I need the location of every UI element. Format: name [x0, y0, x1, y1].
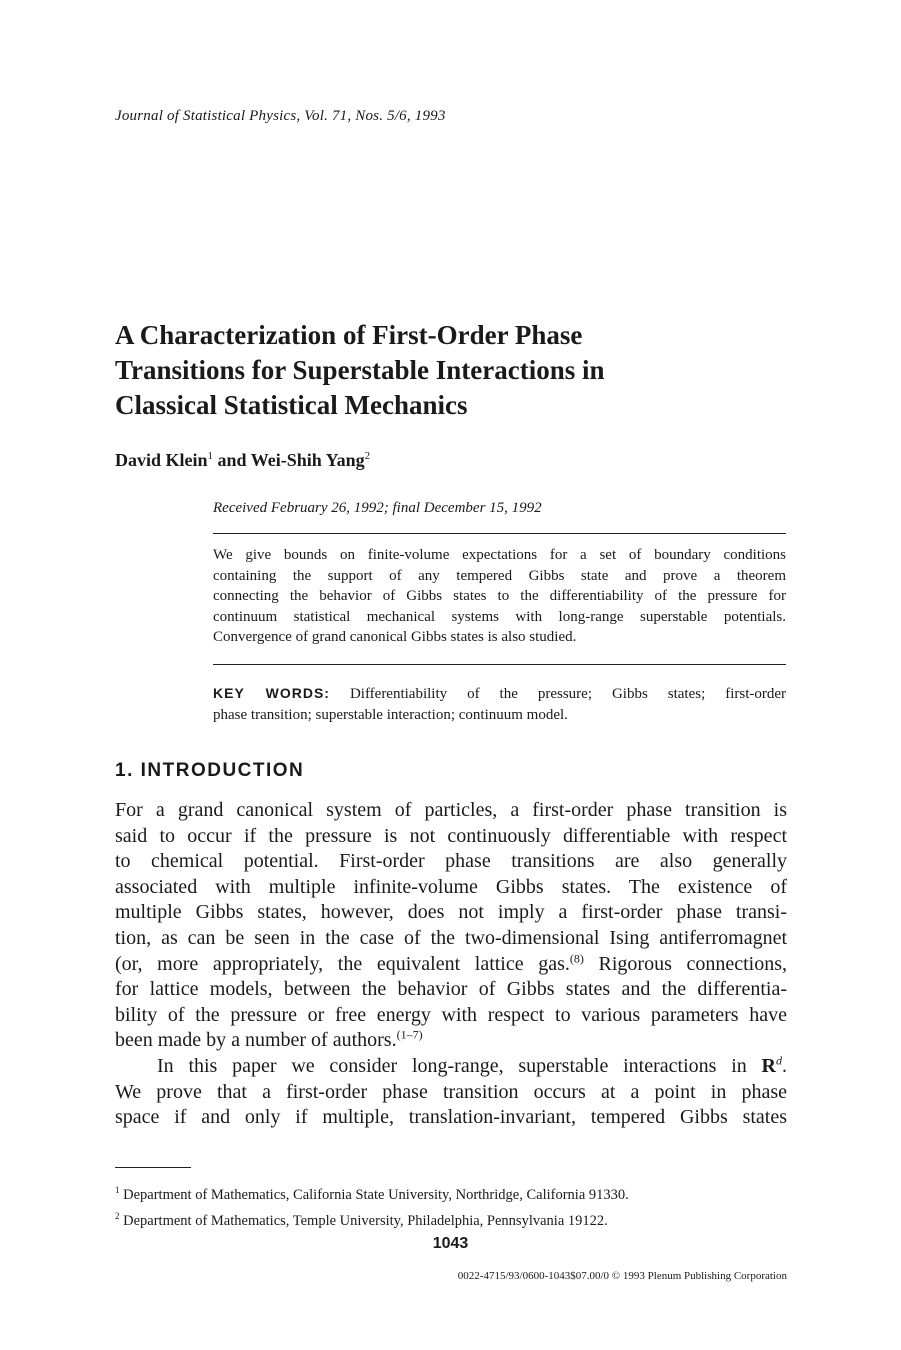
title-line: Classical Statistical Mechanics: [115, 390, 468, 420]
journal-citation: Journal of Statistical Physics, Vol. 71, Nos. 5/6, 1993: [115, 108, 446, 124]
abstract: [213, 545, 786, 648]
received-dates: Received February 26, 1992; final December 15, 1992: [213, 500, 542, 516]
body-text-span: been made by a number of authors.: [115, 1029, 397, 1052]
body-line: to chemical potential. First-order phase transitions are also generally: [115, 850, 787, 873]
body-text-span: Rigorous connections,: [583, 952, 787, 975]
math-symbol: R: [761, 1054, 776, 1077]
abstract-top-rule: [213, 533, 786, 534]
footnote-rule: [115, 1167, 191, 1168]
body-text-span: .: [782, 1054, 787, 1077]
body-line: We prove that a first-order phase transition occurs at a point in phase: [115, 1080, 787, 1103]
body-text: [115, 798, 787, 1131]
body-line: tion, as can be seen in the case of the two-dimensional Ising antiferromagnet: [115, 926, 787, 949]
body-line: for lattice models, between the behavior of Gibbs states and the differentia-: [115, 978, 787, 1001]
paper-title: [115, 318, 715, 423]
body-text-span: In this paper we consider long-range, superstable interactions in: [157, 1054, 762, 1077]
page-number: 1043: [432, 1235, 469, 1252]
body-line: said to occur if the pressure is not continuously differentiable with respect: [115, 824, 787, 847]
footnote: [115, 1180, 629, 1206]
footnote-text: Department of Mathematics, Temple University, Philadelphia, Pennsylvania 19122.: [123, 1212, 608, 1229]
footnote-mark: 1: [115, 1185, 120, 1195]
keywords-line: phase transition; superstable interaction; continuum model.: [213, 707, 568, 723]
footnote-mark: 2: [115, 1210, 120, 1221]
author-name: Wei-Shih Yang: [250, 450, 365, 470]
body-line: [115, 1054, 787, 1080]
affiliation-mark: 1: [207, 450, 214, 462]
author-name: David Klein: [115, 450, 208, 470]
math-superscript: d: [776, 1053, 782, 1068]
body-line: multiple Gibbs states, however, does not imply a first-order phase transi-: [115, 901, 787, 924]
abstract-line: Convergence of grand canonical Gibbs states is also studied.: [213, 629, 577, 645]
body-line: [115, 1028, 787, 1054]
abstract-line: continuum statistical mechanical systems with long-range superstable potentials.: [213, 608, 786, 625]
body-line: space if and only if multiple, translation-invariant, tempered Gibbs states: [115, 1106, 787, 1129]
citation-ref: (1–7): [396, 1027, 423, 1042]
keywords-label: KEY WORDS:: [213, 685, 330, 701]
abstract-line: containing the support of any tempered Gibbs state and prove a theorem: [213, 567, 786, 584]
footnotes: [115, 1180, 629, 1232]
keywords: [213, 683, 786, 726]
copyright-line: 0022-4715/93/0600-1043$07.00/0 © 1993 Plenum Publishing Corporation: [457, 1270, 787, 1282]
body-text-span: (or, more appropriately, the equivalent lattice gas.: [115, 952, 570, 975]
author-connector: and: [217, 450, 247, 470]
author-list: [115, 450, 370, 471]
body-line: associated with multiple infinite-volume Gibbs states. The existence of: [115, 875, 787, 898]
keywords-text: Differentiability of the pressure; Gibbs states; first-order: [349, 686, 787, 702]
abstract-line: connecting the behavior of Gibbs states to the differentiability of the pressure for: [213, 588, 786, 604]
abstract-line: We give bounds on finite-volume expectations for a set of boundary conditions: [213, 547, 786, 563]
citation-ref: (8): [569, 950, 584, 965]
body-line: [115, 952, 787, 978]
section-heading: 1. INTRODUCTION: [115, 760, 305, 781]
footnote: [115, 1206, 629, 1232]
body-line: bility of the pressure or free energy with respect to various parameters have: [115, 1003, 787, 1026]
title-line: A Characterization of First-Order Phase: [115, 320, 583, 350]
title-line: Transitions for Superstable Interactions in: [115, 355, 605, 385]
body-line: For a grand canonical system of particles, a first-order phase transition is: [115, 799, 787, 821]
keywords-line: [213, 683, 786, 705]
abstract-bottom-rule: [213, 664, 786, 665]
affiliation-mark: 2: [364, 450, 371, 462]
footnote-text: Department of Mathematics, California State University, Northridge, California 91330.: [123, 1186, 629, 1203]
